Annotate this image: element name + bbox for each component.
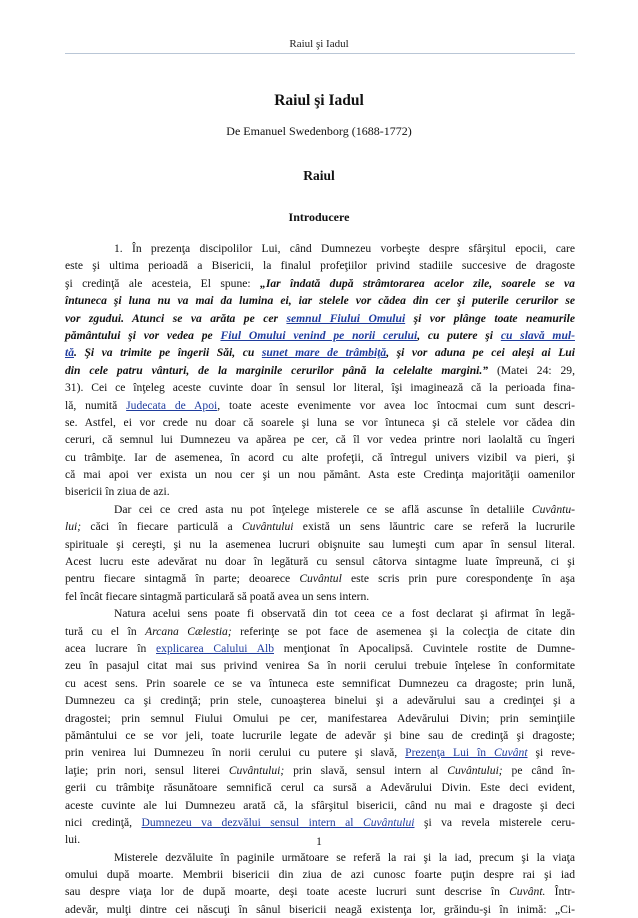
text-line <box>65 605 575 622</box>
text-run: cu acest sens. Prin soarele ce se va întuneca este semnificat Dumnezeu ca dragoste; prin lună, <box>65 676 575 690</box>
text-line <box>65 710 575 727</box>
text-run: ceruri, că semnul lui Dumnezeu va apărea pe cer, că îl vor vedea printre nori laolaltă cu îngeri <box>65 433 575 447</box>
text-run: căci în fiecare particulă a <box>81 520 242 534</box>
text-line <box>65 657 575 674</box>
text-run: nici credinţă, <box>65 815 142 829</box>
text-line <box>65 762 575 779</box>
subsection-title: Introducere <box>288 210 350 224</box>
text-run: este scris prin pure corespondenţe în aşa <box>341 572 575 586</box>
text-run: aceste cuvinte ale lui Dumnezeu arată că, la sfârşitul bisericii, când nu mai e dragoste şi deci <box>65 798 575 812</box>
text-line <box>65 849 575 866</box>
document-title: Raiul şi Iadul <box>274 92 364 109</box>
text-line <box>65 797 575 814</box>
text-line <box>65 414 575 431</box>
inline-link[interactable]: explicarea Calului Alb <box>156 641 275 655</box>
text-run: prin slavă, sensul intern al <box>284 763 448 777</box>
text-run: şi va revela misterele ceru- <box>414 815 575 829</box>
inline-link[interactable]: cu slavă mul- <box>500 328 575 342</box>
text-run: (Matei 24: 29, <box>488 363 575 377</box>
text-run: Într- <box>545 885 575 899</box>
text-run: 1. În prezenţa discipolilor Lui, când Dumnezeu vorbeşte despre sfârşitul epocii, care <box>114 242 575 255</box>
text-run: sau despre viaţa lor de după moarte, deşi toate aceste lucruri sunt descrise în <box>65 885 510 899</box>
text-run: 31). Cei ce înţeleg aceste cuvinte doar în sensul lor literal, îşi imaginează că la perioada fina- <box>65 381 575 395</box>
inline-link[interactable]: Dumnezeu va dezvălui sensul intern al <box>141 815 363 829</box>
text-run: Cuvânt. <box>509 885 546 899</box>
text-run: acea lucrare în <box>65 641 157 655</box>
text-line <box>65 623 575 640</box>
text-line <box>65 292 575 309</box>
text-run: lui; <box>65 520 82 534</box>
text-run: adevăr, mulţi dintre cei născuţi în sânul bisericii neagă existenţa lor, grăindu-şi în inimă: „Ci- <box>65 902 575 916</box>
text-run: Misterele dezvăluite în paginile următoare se referă la rai şi la iad, precum şi la viaţa <box>114 850 575 864</box>
text-run: tură cu el în <box>65 624 146 638</box>
inline-link[interactable]: tă <box>65 346 75 360</box>
text-run: Cuvântului; <box>228 763 285 777</box>
document-author: De Emanuel Swedenborg (1688-1772) <box>226 124 412 138</box>
text-line <box>65 466 575 483</box>
text-line <box>65 483 575 500</box>
text-run: Cuvântul <box>299 572 342 586</box>
text-run: şi vor plânge toate neamurile <box>405 311 575 325</box>
text-run: fel încât fiecare sintagmă particulară să poată avea un sens intern. <box>65 589 370 603</box>
text-run: , cu putere şi <box>417 328 501 342</box>
text-line <box>65 275 575 292</box>
text-line <box>65 814 575 831</box>
text-run: menţionat în Apocalipsă. Cuvintele rostite de Dumne- <box>274 641 575 655</box>
text-line <box>65 588 575 605</box>
text-line <box>65 257 575 274</box>
text-run: prin venirea lui Dumnezeu în norii cerului cu putere şi slavă, <box>65 746 406 760</box>
inline-link[interactable]: sunet mare de trâmbiţă <box>261 346 387 360</box>
text-run: laţie; prin nori, sensul literei <box>65 763 229 777</box>
text-run: Natura acelui sens poate fi observată din tot ceea ce a fost declarat şi afirmat în legă- <box>114 607 575 621</box>
text-line <box>65 675 575 692</box>
text-line <box>65 379 575 396</box>
text-line <box>65 640 575 657</box>
text-line <box>65 727 575 744</box>
text-line <box>65 327 575 344</box>
text-line <box>65 344 575 361</box>
text-run: pământului şi vor vedea pe <box>65 328 221 342</box>
text-run: este şi ultima perioadă a Bisericii, la finalul profeţiilor privind stadiile succesive de dragoste <box>65 259 575 273</box>
text-run: întuneca şi luna nu va mai da lumina ei, iar stelele vor cădea din cer şi puterile cerurilor se <box>65 294 575 308</box>
inline-link[interactable]: Prezenţa Lui în <box>405 746 495 760</box>
text-run: bisericii în ziua de azi. <box>65 485 170 499</box>
text-run: pentru fiecare sintagmă în parte; deoarece <box>65 572 300 586</box>
text-run: spirituale şi cereşti, şi nu la asemenea lucruri obişnuite sau lumeşti cum apar în sensul literal. <box>65 537 575 551</box>
text-line <box>65 240 575 257</box>
text-line <box>65 431 575 448</box>
text-run: Cuvântu- <box>531 502 575 516</box>
text-line <box>65 362 575 379</box>
text-line <box>65 779 575 796</box>
text-run: şi credinţă ale acesteia, El spune: <box>65 276 261 290</box>
text-run: referinţe se pot face de asemenea şi la colecţia de citate din <box>231 624 576 638</box>
text-run: vor zgudui. Atunci se va arăta pe cer <box>65 311 287 325</box>
inline-link[interactable]: semnul Fiului Omului <box>286 311 406 325</box>
text-run: Cuvântului; <box>447 763 503 777</box>
text-line <box>65 449 575 466</box>
text-run: dragostei; prin semnul Fiului Omului pe cer, manifestarea Adevărului Divin; prin seminţiile <box>65 711 575 725</box>
page-number: 1 <box>316 836 322 848</box>
running-header: Raiul şi Iadul <box>289 38 349 50</box>
text-run: lui. <box>65 833 81 847</box>
text-run: pământului ce se vor jeli, toate lucrurile legate de adevăr şi bine sau de credinţă şi dragoste; <box>65 728 575 742</box>
text-run: din cele patru vânturi, de la marginile cerurilor până la celelalte margini.” <box>65 363 489 377</box>
inline-link[interactable]: Fiul Omului venind pe norii cerului <box>220 328 418 342</box>
text-line <box>65 310 575 327</box>
text-line <box>65 866 575 883</box>
inline-link[interactable]: Cuvântului <box>362 815 415 829</box>
text-line <box>65 518 575 535</box>
text-run: se. Astfel, ei vor crede nu doar că soarele şi luna se vor întuneca şi că stelele vor cădea din <box>65 415 575 429</box>
header-divider <box>65 53 575 54</box>
text-run: , şi vor aduna pe cei aleşi ai Lui <box>386 346 575 360</box>
inline-link[interactable]: Judecata de Apoi <box>126 398 218 412</box>
text-run: pe când în- <box>502 763 575 777</box>
text-run: omului după moarte. Membrii bisericii din ziua de azi cunosc foarte puţin despre rai şi iad <box>65 868 575 882</box>
text-run: Dumnezeu ca şi credinţă; prin stele, cunoaşterea binelui şi a adevărului sau a credinţei şi a <box>65 694 575 708</box>
text-line <box>65 553 575 570</box>
text-line <box>65 397 575 414</box>
text-line <box>65 692 575 709</box>
section-title: Raiul <box>303 168 335 183</box>
body-text <box>65 240 575 918</box>
text-line <box>65 536 575 553</box>
text-run: Acest lucru este adevărat nu doar în legătură cu sensul câtorva sintagme luate împreună, ci şi <box>65 555 575 569</box>
text-run: cu trâmbiţe. Iar de asemenea, în acord cu alte profeţii, că întregul univers vizibil va pieri, şi <box>65 450 575 464</box>
text-run: Cuvântului <box>241 520 294 534</box>
text-line <box>65 744 575 761</box>
text-line <box>65 883 575 900</box>
text-run: că mai apoi ver exista un nou cer şi un nou pământ. Asta este Credinţa majorităţii oamenilor <box>65 468 575 482</box>
text-run: , toate aceste evenimente vor avea loc întocmai cum sunt descri- <box>217 398 575 412</box>
text-run: lă, numită <box>65 398 127 412</box>
text-run: gerii cu trâmbiţe răsunătoare semnifică cerul ca sursă a Adevărului Divin. Este deci evident, <box>65 781 575 795</box>
text-run: există un sens lăuntric care se referă la lucrurile <box>293 520 576 534</box>
text-run: Dar cei ce cred asta nu pot înţelege misterele ce se află ascunse în detaliile <box>114 502 532 516</box>
text-line <box>65 901 575 918</box>
text-line <box>65 501 575 518</box>
text-run: „Iar îndată după strâmtorarea acelor zile, soarele se va <box>260 276 575 290</box>
text-run: . Şi va trimite pe îngerii Săi, cu <box>74 346 262 360</box>
text-run: şi reve- <box>527 746 575 760</box>
text-run: zeu în pasajul citat mai sus privind venirea Sa în norii cerului trebuie înţelese în conformitate <box>65 659 575 673</box>
text-line <box>65 570 575 587</box>
inline-link[interactable]: Cuvânt <box>494 746 528 760</box>
text-run: Arcana Cælestia; <box>145 624 232 638</box>
